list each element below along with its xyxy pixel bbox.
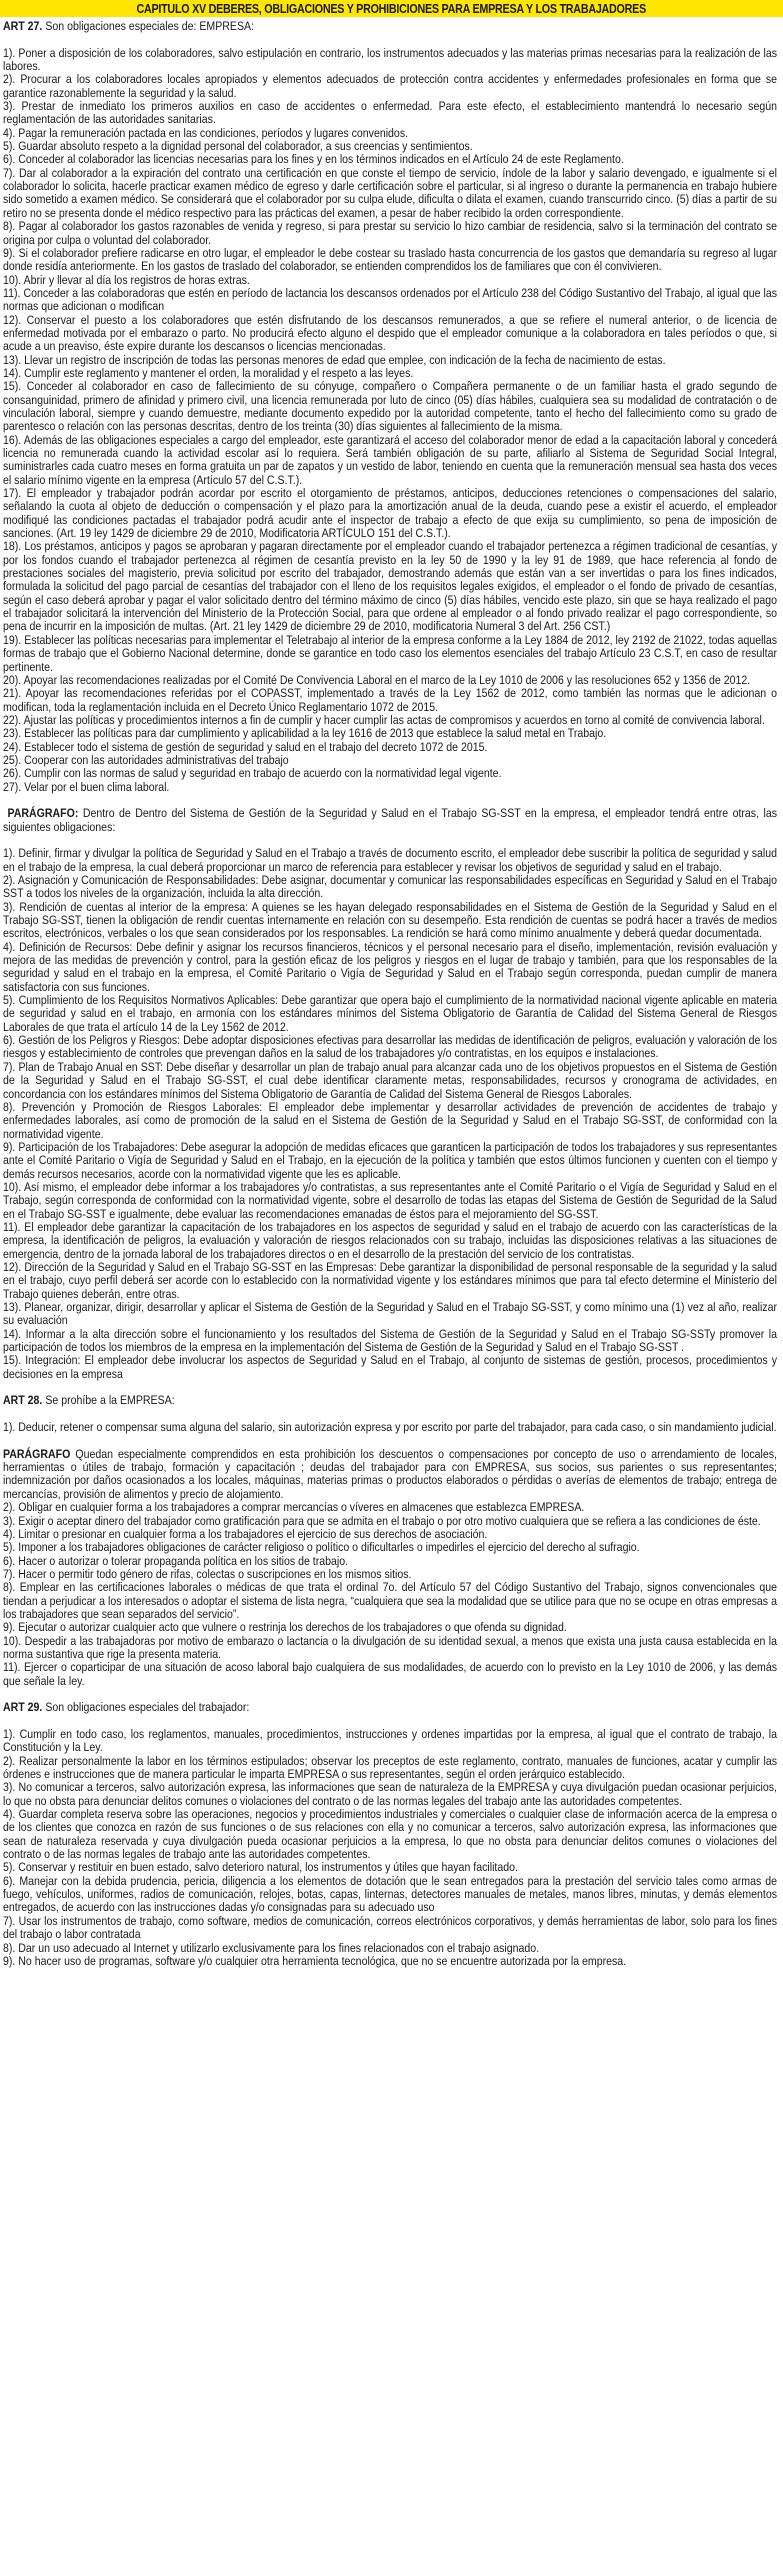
paragrafo-text: Dentro de Dentro del Sistema de Gestión de la Seguridad y Salud en el Trabajo SG-SST en la empresa, el empleador tendrá entre otras, las siguientes obligaciones: <box>3 806 778 834</box>
list-item: 27). Velar por el buen clima laboral. <box>3 779 170 794</box>
list-item: 5). Imponer a los trabajadores obligaciones de carácter religioso o político o dificultarles o impedirles el ejercicio del derecho al sufragio. <box>3 1540 640 1555</box>
list-item: 3). Prestar de inmediato los primeros auxilios en caso de accidentes o enfermedad. Para este efecto, el establecimiento mantendrá lo necesario según reglamentación de las autoridades sanitarias. <box>3 99 777 127</box>
list-item: 11). El empleador debe garantizar la capacitación de los trabajadores en los aspectos de seguridad y salud en el trabajo de acuerdo con las características de la empresa, la identificación de peligros, la evaluación y valoración de riesgos relacionados con su trabajo, incluidas las disposiciones relativas a las situaciones de emergencia, dentro de la jornada laboral de los trabajadores directos o en el desarrollo de la prestación del servicio de los contratistas. <box>3 1219 777 1261</box>
list-item: 15). Integración: El empleador debe involucrar los aspectos de Seguridad y Salud en el Trabajo, al conjunto de sistemas de gestión, procesos, procedimientos y decisiones en la empresa <box>3 1353 777 1381</box>
article-28-item: 1). Deducir, retener o compensar suma alguna del salario, sin autorización expresa y por escrito por parte del trabajador, para cada caso, o sin mandamiento judicial. <box>3 1420 777 1435</box>
list-item: 7). Dar al colaborador a la expiración del contrato una certificación en que conste el tiempo de servicio, índole de la labor y salario devengado, e igualmente si el colaborador lo solicita, hacerle practicar examen médico de egreso y darle certificación sobre el particular, si al ingreso o durante la permanencia en trabajo hubiere sido sometido a examen médico. Se considerará que el colaborador por su culpa elude, dificulta o dilata el examen, cuando transcurrido cinco. (5) días a partir de su retiro no se presenta donde el médico respectivo para las prácticas del examen, a pesar de haber recibido la orden correspondiente. <box>3 165 777 220</box>
list-item: 4). Guardar completa reserva sobre las operaciones, negocios y procedimientos industriales y comerciales o cualquier clase de información acerca de la empresa o de los clientes que conozca en razón de sus funciones o de sus relaciones con ella y no comunicar a terceros, salvo autorización expresa, las informaciones que sean de naturaleza reservada y cuya divulgación pueda ocasionar perjuicios a la empresa, lo que no obsta para denunciar delitos comunes o violaciones del contrato o de las normas legales de trabajo ante las autoridades competentes. <box>3 1807 777 1862</box>
list-item: 15). Conceder al colaborador en caso de fallecimiento de su cónyuge, compañero o Compañera permanente o de un familiar hasta el grado segundo de consanguinidad, primero de afinidad y primero civil, una licencia remunerada por luto de cinco (05) días hábiles, cualquiera sea su modalidad de contratación o de vinculación laboral, siempre y cuando demuestre, mediante documento expedido por la autoridad competente, tanto el hecho del fallecimiento como su grado de parentesco o relación con las personas descritas, dentro de los treinta (30) días siguientes al fallecimiento de la misma. <box>3 379 777 434</box>
list-item: 19). Establecer las políticas necesarias para implementar el Teletrabajo al interior de la empresa conforme a la Ley 1884 de 2012, ley 2192 de 21022, todas aquellas formas de trabajo que el Gobierno Nacional determine, donde se garantice en todo caso los elementos esenciales del trabajo Artículo 23 C.S.T, en caso de resultar pertinente. <box>3 632 777 674</box>
list-item: 18). Los préstamos, anticipos y pagos se aprobaran y pagaran directamente por el empleador cuando el trabajador pertenezca a régimen tradicional de cesantías, y por los fondos cuando el trabajador pertenezca al régimen de cesantía previsto en la ley 50 de 1990 y la ley 91 de 1989, que hace referencia al fondo de prestaciones sociales del magisterio, previa solicitud por escrito del trabajador, demostrando además que están van a ser invertidas o para los fines indicados, formulada la solicitud del pago parcial de cesantías del trabajador con el lleno de los requisitos legales exigidos, el empleador o el fondo de privado de cesantías, según el caso deberá aprobar y pagar el valor solicitado dentro del término máximo de cinco (5) días hábiles, vencido este plazo, sin que se haya realizado el pago el trabajador solicitará la intervención del Ministerio de la Protección Social, para que ordene al empleador o al fondo privado realizar el pago correspondiente, so pena de incurrir en la imposición de multas. (Art. 21 ley 1429 de diciembre 29 de 2010, modificatoria Numeral 3 del Art. 256 CST.) <box>3 539 777 634</box>
document-body <box>3 20 777 1968</box>
list-item: 8). Emplear en las certificaciones laborales o médicas de que trata el ordinal 7o. del Artículo 57 del Código Sustantivo del Trabajo, signos convencionales que tiendan a perjudicar a los interesados o adoptar el sistema de lista negra, “cualquiera que sea la modalidad que se utilice para que no se ocupe en otras empresas a los trabajadores que sean separados del servicio”. <box>3 1580 777 1621</box>
article-27-title: Son obligaciones especiales de: EMPRESA: <box>42 19 255 33</box>
article-28-title: Se prohíbe a la EMPRESA: <box>42 1393 175 1408</box>
list-item: 5). Conservar y restituir en buen estado, salvo deterioro natural, los instrumentos y útiles que hayan facilitado. <box>3 1860 518 1875</box>
article-27-list <box>3 47 777 794</box>
list-item: 10). Abrir y llevar al día los registros de horas extras. <box>3 272 250 287</box>
list-item: 26). Cumplir con las normas de salud y seguridad en trabajo de acuerdo con la normatividad legal vigente. <box>3 766 502 781</box>
list-item: 10). Así mismo, el empleador debe informar a los trabajadores y/o contratistas, a sus representantes ante el Comité Paritario o el Vigía de Seguridad y Salud en el Trabajo, según corresponda de conformidad con la normatividad vigente, sobre el desarrollo de todas las etapas del Sistema de Gestión de Seguridad de la Salud en el Trabajo SG-SST e igualmente, debe evaluar las recomendaciones emanadas de éstos para el mejoramiento del SG-SST. <box>3 1179 777 1221</box>
article-28-list <box>3 1501 777 1688</box>
list-item: 25). Cooperar con las autoridades administrativas del trabajo <box>3 752 289 767</box>
list-item: 9). No hacer uso de programas, software y/o cualquier otra herramienta tecnológica, que no se encuentre autorizada por la empresa. <box>3 1953 627 1968</box>
list-item: 5). Cumplimiento de los Requisitos Normativos Aplicables: Debe garantizar que opera bajo el cumplimiento de la normatividad nacional vigente aplicable en materia de seguridad y salud en el trabajo, en armonía con los estándares mínimos del Sistema Obligatorio de Garantía de Calidad del Sistema General de Riesgos Laborales de que trata el artículo 14 de la Ley 1562 de 2012. <box>3 993 777 1034</box>
list-item: 10). Despedir a las trabajadoras por motivo de embarazo o lactancia o la divulgación de su identidad sexual, a menos que exista una justa causa establecida en la norma sustantiva que rige la presenta materia. <box>3 1633 777 1661</box>
list-item: 24). Establecer todo el sistema de gestión de seguridad y salud en el trabajo del decreto 1072 de 2015. <box>3 739 488 754</box>
list-item: 11). Ejercer o coparticipar de una situación de acoso laboral bajo cualquiera de sus modalidades, de acuerdo con lo previsto en la Ley 1010 de 2006, y las demás que señale la ley. <box>3 1660 777 1688</box>
list-item: 2). Realizar personalmente la labor en los términos estipulados; observar los preceptos de este reglamento, contrato, manuales de funciones, acatar y cumplir las órdenes e instrucciones que de manera particular le imparta EMPRESA o sus representantes, según el orden jerárquico establecido. <box>3 1753 777 1782</box>
list-item: 5). Guardar absoluto respeto a la dignidad personal del colaborador, a sus creencias y sentimientos. <box>3 139 473 154</box>
article-29-heading <box>3 1701 777 1714</box>
list-item: 8). Prevención y Promoción de Riesgos Laborales: El empleador debe implementar y desarrollar actividades de prevención de accidentes de trabajo y enfermedades laborales, así como de promoción de la salud en el Sistema de Gestión de la Seguridad y Salud en el Trabajo SG-SST, de conformidad con la normatividad vigente. <box>3 1099 777 1141</box>
list-item: 20). Apoyar las recomendaciones realizadas por el Comité De Convivencia Laboral en el marco de la Ley 1010 de 2006 y las resoluciones 652 y 1356 de 2012. <box>3 672 751 687</box>
list-item: 1). Cumplir en todo caso, los reglamentos, manuales, procedimientos, instrucciones y ordenes impartidas por la empresa, al igual que el contrato de trabajo, la Constitución y la Ley. <box>3 1727 777 1755</box>
article-28-paragrafo-text: Quedan especialmente comprendidos en esta prohibición los descuentos o compensaciones por concepto de uso o arrendamiento de locales, herramientas o útiles de trabajo, formación y capacitación ; deudas del trabajador para con EMPRESA, sus socios, sus parientes o sus representantes; indemnización por daños ocasionados a los locales, máquinas, materias primas o productos elaborados o pérdidas o averías de elementos de trabajo; entrega de mercancías, provisión de alimentos y precio de alojamiento. <box>3 1446 778 1501</box>
chapter-title: CAPITULO XV DEBERES, OBLIGACIONES Y PROHIBICIONES PARA EMPRESA Y LOS TRABAJADORES <box>136 1 647 16</box>
list-item: 7). Plan de Trabajo Anual en SST: Debe diseñar y desarrollar un plan de trabajo anual para alcanzar cada uno de los objetivos propuestos en el Sistema de Gestión de la Seguridad y Salud en el Trabajo SG-SST, el cual debe identificar claramente metas, responsabilidades, recursos y cronograma de actividades, en concordancia con los estándares mínimos del Sistema Obligatorio de Garantía de Calidad del Sistema General de Riesgos Laborales. <box>3 1059 777 1101</box>
list-item: 4). Limitar o presionar en cualquier forma a los trabajadores el ejercicio de sus derechos de asociación. <box>3 1526 488 1541</box>
list-item: 3). Exigir o aceptar dinero del trabajador como gratificación para que se admita en el trabajo o por otro motivo cualquiera que se refiera a las condiciones de éste. <box>3 1513 761 1528</box>
list-item: 6). Gestión de los Peligros y Riesgos: Debe adoptar disposiciones efectivas para desarrollar las medidas de identificación de peligros, evaluación y valoración de los riesgos y establecimiento de controles que prevengan daños en la salud de los trabajadores y/o contratistas, en los equipos e instalaciones. <box>3 1033 777 1061</box>
article-28-paragrafo <box>3 1448 777 1501</box>
list-item: 6). Manejar con la debida prudencia, pericia, diligencia a los elementos de dotación que le sean entregados para la prestación del servicio tales como armas de fuego, vehículos, uniformes, radios de comunicación, relojes, botas, capas, linternas, detectores manuales de metales, manos libres, minutas, y demás elementos entregados, de acuerdo con las instrucciones dadas y/o consignadas para su adecuado uso <box>3 1873 777 1915</box>
list-item: 9). Si el colaborador prefiere radicarse en otro lugar, el empleador le debe costear su traslado hasta concurrencia de los gastos que demandaría su regreso al lugar donde residía anteriormente. En los gastos de traslado del colaborador, se entienden comprendidos los de familiares que con él convivieren. <box>3 245 777 274</box>
list-item: 12). Dirección de la Seguridad y Salud en el Trabajo SG-SST en las Empresas: Debe garantizar la disponibilidad de personal responsable de la seguridad y la salud en el trabajo, cuyo perfil deberá ser acorde con lo establecido con la normatividad vigente y los estándares mínimos que para tal efecto determine el Ministerio del Trabajo quienes deberán, entre otras. <box>3 1259 777 1301</box>
list-item: 13). Planear, organizar, dirigir, desarrollar y aplicar el Sistema de Gestión de la Seguridad y Salud en el Trabajo SG-SST, y como mínimo una (1) vez al año, realizar su evaluación <box>3 1300 777 1328</box>
list-item: 2). Procurar a los colaboradores locales apropiados y elementos adecuados de protección contra accidentes y enfermedades profesionales en forma que se garantice razonablemente la seguridad y la salud. <box>3 72 777 100</box>
list-item: 1). Poner a disposición de los colaboradores, salvo estipulación en contrario, los instrumentos adecuados y las materias primas necesarias para la realización de las labores. <box>3 45 777 74</box>
list-item: 2). Obligar en cualquier forma a los trabajadores a comprar mercancías o víveres en almacenes que establezca EMPRESA. <box>3 1500 585 1515</box>
list-item: 8). Pagar al colaborador los gastos razonables de venida y regreso, si para prestar su servicio lo hizo cambiar de residencia, salvo si la terminación del contrato se origina por culpa o voluntad del colaborador. <box>3 219 777 247</box>
article-27-paragrafo <box>3 807 777 834</box>
list-item: 14). Cumplir este reglamento y mantener el orden, la moralidad y el respeto a las leyes. <box>3 365 414 380</box>
list-item: 2). Asignación y Comunicación de Responsabilidades: Debe asignar, documentar y comunicar las responsabilidades específicas en Seguridad y Salud en el Trabajo SST a todos los niveles de la organización, incluida la alta dirección. <box>3 873 777 901</box>
article-28-paragrafo-label: PARÁGRAFO <box>3 1446 71 1461</box>
list-item: 3). No comunicar a terceros, salvo autorización expresa, las informaciones que sean de naturaleza de la EMPRESA y cuya divulgación puedan ocasionar perjuicios, lo que no obsta para denunciar delitos comunes o violaciones del contrato o de las normas legales del trabajo ante las autoridades competentes. <box>3 1780 777 1808</box>
article-28-heading <box>3 1394 777 1407</box>
list-item: 8). Dar un uso adecuado al Internet y utilizarlo exclusivamente para los fines relacionados con el trabajo asignado. <box>3 1940 540 1955</box>
list-item: 6). Hacer o autorizar o tolerar propaganda política en los sitios de trabajo. <box>3 1553 349 1568</box>
list-item: 22). Ajustar las políticas y procedimientos internos a fin de cumplir y hacer cumplir las actas de compromisos y acuerdos en torno al comité de convivencia laboral. <box>3 712 765 727</box>
article-29-label: ART 29. <box>3 1700 43 1715</box>
list-item: 6). Conceder al colaborador las licencias necesarias para los fines y en los términos indicados en el Artículo 24 de este Reglamento. <box>3 152 624 167</box>
list-item: 16). Además de las obligaciones especiales a cargo del empleador, este garantizará el acceso del colaborador menor de edad a la capacitación laboral y concederá licencia no remunerada cuando la actividad escolar así lo requiera. Será también obligación de su parte, afiliarlo al Sistema de Seguridad Social Integral, suministrarles cada cuatro meses en forma gratuita un par de zapatos y un vestido de labor, teniendo en cuenta que la remuneración mensual sea hasta dos veces el salario mínimo vigente en la empresa (Artículo 57 del C.S.T.). <box>3 432 777 487</box>
paragrafo-list <box>3 847 777 1381</box>
chapter-header <box>0 0 783 17</box>
paragrafo-label: PARÁGRAFO: <box>7 806 79 821</box>
list-item: 7). Usar los instrumentos de trabajo, como software, medios de comunicación, correos electrónicos corporativos, y demás herramientas de labor, solo para los fines del trabajo o labor contratada <box>3 1913 777 1942</box>
list-item: 7). Hacer o permitir todo género de rifas, colectas o suscripciones en los mismos sitios. <box>3 1566 412 1581</box>
list-item: 4). Pagar la remuneración pactada en las condiciones, períodos y lugares convenidos. <box>3 125 409 140</box>
article-29-list <box>3 1728 777 1968</box>
list-item: 12). Conservar el puesto a los colaboradores que estén disfrutando de los descansos remunerados, a que se refiere el numeral anterior, o de licencia de enfermedad motivada por el embarazo o parto. No producirá efecto alguno el despido que el empleador comunique a la colaboradora en tales períodos o que, si acude a un preaviso, éste expire durante los descansos o licencias mencionadas. <box>3 312 777 354</box>
list-item: 11). Conceder a las colaboradoras que estén en período de lactancia los descansos ordenados por el Artículo 238 del Código Sustantivo del Trabajo, al igual que las normas que adicionan o modifican <box>3 285 777 314</box>
list-item: 3). Rendición de cuentas al interior de la empresa: A quienes se les hayan delegado responsabilidades en el Sistema de Gestión de la Seguridad y Salud en el Trabajo SG-SST, tienen la obligación de rendir cuentas internamente en relación con su desempeño. Esta rendición de cuentas se podrá hacer a través de medios escritos, electrónicos, verbales o los que sean considerados por los responsables. La rendición se hará como mínimo anualmente y deberá quedar documentada. <box>3 899 777 941</box>
list-item: 14). Informar a la alta dirección sobre el funcionamiento y los resultados del Sistema de Gestión de la Seguridad y Salud en el Trabajo SG-SSTy promover la participación de todos los miembros de la empresa en la implementación del Sistema de Gestión de la Seguridad y Salud en el Trabajo SG-SST . <box>3 1326 777 1355</box>
list-item: 9). Ejecutar o autorizar cualquier acto que vulnere o restrinja los derechos de los trabajadores o que ofenda su dignidad. <box>3 1620 567 1635</box>
list-item: 17). El empleador y trabajador podrán acordar por escrito el otorgamiento de préstamos, anticipos, deducciones retenciones o compensaciones del salario, señalando la cuota al objeto de deducción o compensación y el plazo para la amortización anual de la deuda, cuando pese a existir el acuerdo, el empleador modifiqué las condiciones pactadas el trabajador podrá acudir ante el inspector de trabajo a efecto de que exija su cumplimiento, so pena de imposición de sanciones. (Art. 19 ley 1429 de diciembre 29 de 2010, Modificatoria ARTÍCULO 151 del C.S.T.). <box>3 486 777 541</box>
article-27-heading <box>3 20 777 33</box>
article-27-label: ART 27. <box>3 19 43 33</box>
list-item: 13). Llevar un registro de inscripción de todas las personas menores de edad que emplee, con indicación de la fecha de nacimiento de estas. <box>3 352 666 367</box>
list-item: 4). Definición de Recursos: Debe definir y asignar los recursos financieros, técnicos y el personal necesario para el diseño, implementación, revisión evaluación y mejora de las medidas de prevención y control, para la gestión eficaz de los peligros y riesgos en el lugar de trabajo y también, para que los responsables de la seguridad y salud en el trabajo en la empresa, el Comité Paritario o Vigía de Seguridad y Salud en el Trabajo según corresponda, puedan cumplir de manera satisfactoria con sus funciones. <box>3 939 777 994</box>
article-28-label: ART 28. <box>3 1393 43 1408</box>
list-item: 1). Definir, firmar y divulgar la política de Seguridad y Salud en el Trabajo a través de documento escrito, el empleador debe suscribir la política de seguridad y salud en el trabajo de la empresa, la cual deberá proporcionar un marco de referencia para establecer y revisar los objetivos de seguridad y salud en el trabajo. <box>3 846 777 874</box>
article-29-title: Son obligaciones especiales del trabajador: <box>42 1700 250 1715</box>
list-item: 21). Apoyar las recomendaciones referidas por el COPASST, implementado a través de la Ley 1562 de 2012, como también las normas que le adicionan o modifican, toda la reglamentación incluida en el Decreto Único Reglamentario 1072 de 2015. <box>3 686 777 714</box>
list-item: 23). Establecer las políticas para dar cumplimiento y aplicabilidad a la ley 1616 de 2013 que establece la salud metal en Trabajo. <box>3 726 607 741</box>
list-item: 9). Participación de los Trabajadores: Debe asegurar la adopción de medidas eficaces que garanticen la participación de todos los trabajadores y sus representantes ante el Comité Paritario o Vigía de Seguridad y Salud en el Trabajo, en la ejecución de la política y también que estos últimos funcionen y cuenten con el tiempo y demás recursos necesarios, acorde con la normatividad vigente que les es aplicable. <box>3 1139 777 1181</box>
